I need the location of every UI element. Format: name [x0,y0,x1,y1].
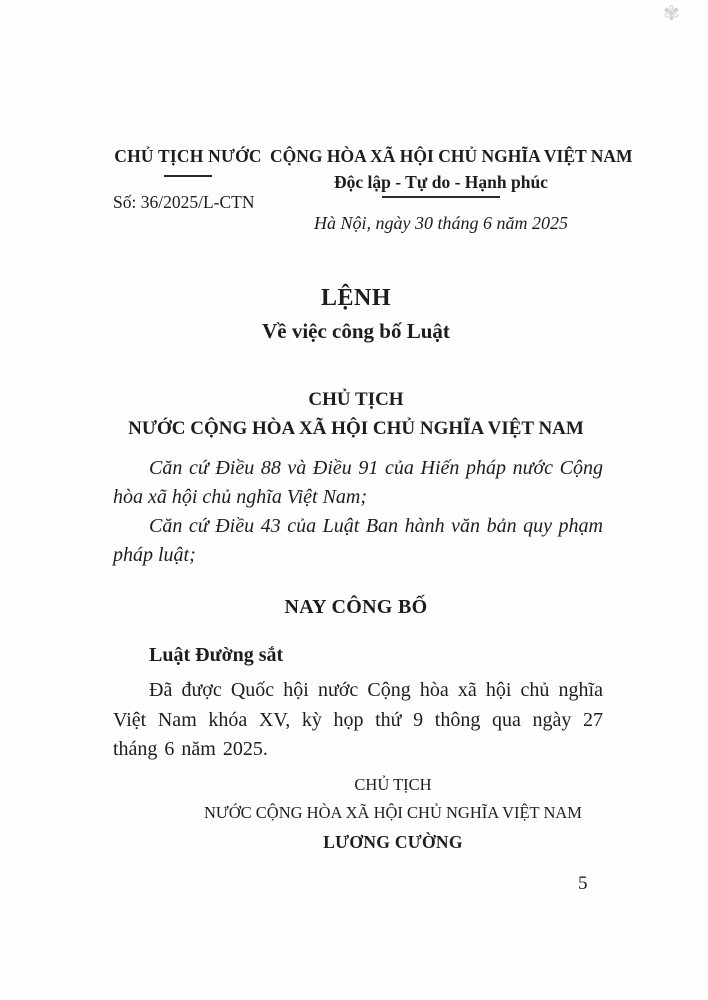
issuer-title: CHỦ TỊCH [308,389,404,410]
proclamation-heading: NAY CÔNG BỐ [284,596,428,618]
header-left-divider [164,175,212,177]
document-title-block [110,285,602,344]
citations-block [113,454,603,570]
national-title: CỘNG HÒA XÃ HỘI CHỦ NGHĨA VIỆT NAM [270,146,633,166]
citation-law-promulgation: Căn cứ Điều 43 của Luật Ban hành văn bản quy phạm pháp luật; [113,515,603,566]
document-subtitle: Về việc công bố Luật [262,319,450,343]
motto-underline [382,196,500,198]
signatory-organization: NƯỚC CỘNG HÒA XÃ HỘI CHỦ NGHĨA VIỆT NAM [204,803,582,822]
signatory-name: LƯƠNG CƯỜNG [323,832,463,852]
citation-constitution: Căn cứ Điều 88 và Điều 91 của Hiến pháp nước Cộng hòa xã hội chủ nghĩa Việt Nam; [113,457,603,508]
signature-block [193,775,593,853]
header-left-block [112,146,264,177]
page-number: 5 [578,873,588,894]
national-motto: Độc lập - Tự do - Hạnh phúc [334,172,548,192]
place-dateline: Hà Nội, ngày 30 tháng 6 năm 2025 [314,213,568,233]
signatory-title: CHỦ TỊCH [354,775,432,794]
issuing-authority: CHỦ TỊCH NƯỚC [114,146,262,166]
promulgated-law-name: Luật Đường sắt [149,644,284,666]
document-title: LỆNH [320,285,391,311]
document-number: Số: 36/2025/L-CTN [113,192,255,212]
flower-icon: ✾ [663,3,680,25]
header-right-block [270,146,633,234]
issuer-state-name: NƯỚC CỘNG HÒA XÃ HỘI CHỦ NGHĨA VIỆT NAM [128,418,584,439]
passage-paragraph: Đã được Quốc hội nước Cộng hòa xã hội chủ nghĩa Việt Nam khóa XV, kỳ họp thứ 9 thông qua ngày 27 tháng 6 năm 2025. [113,679,603,760]
issuer-heading [110,389,602,440]
